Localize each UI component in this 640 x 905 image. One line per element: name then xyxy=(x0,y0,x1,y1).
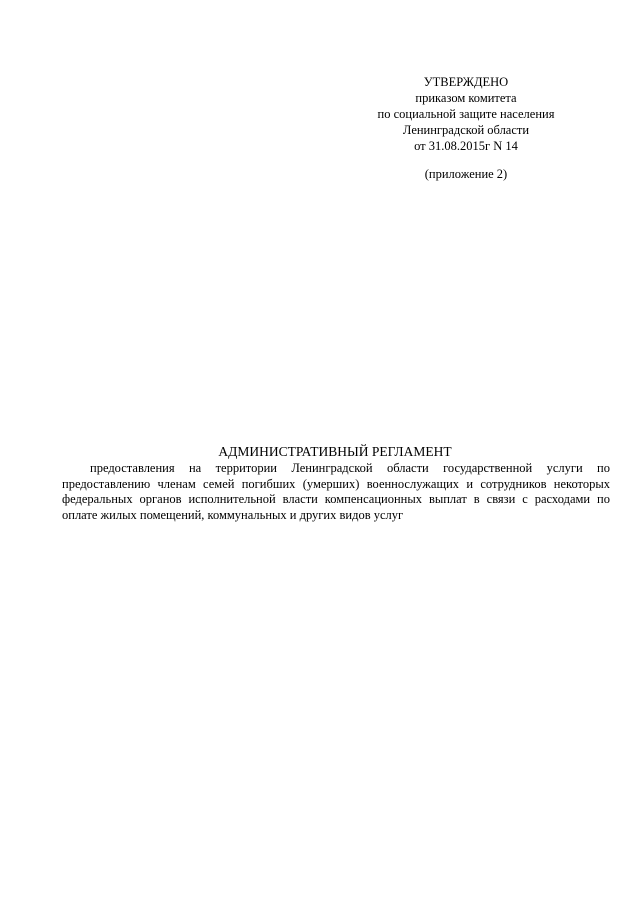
approval-committee-line: по социальной защите населения xyxy=(377,107,555,121)
approval-region-line: Ленинградской области xyxy=(402,123,530,137)
document-subtitle-paragraph: предоставления на территории Ленинградской области государственной услуги по предоставлению членам семей погибших (умерших) военнослужащих и сотрудников некоторых федеральных органов исполнительной власти компенсационных выплат в связи с расходами по оплате жилых помещений, коммунальных и других видов услуг xyxy=(62,461,610,522)
approval-date-line: от 31.08.2015г N 14 xyxy=(414,139,518,153)
approval-heading: УТВЕРЖДЕНО xyxy=(423,75,509,89)
approval-order-line: приказом комитета xyxy=(415,91,517,105)
appendix-label: (приложение 2) xyxy=(424,167,508,181)
document-title: АДМИНИСТРАТИВНЫЙ РЕГЛАМЕНТ xyxy=(218,444,452,459)
approval-stamp-block xyxy=(356,74,576,182)
